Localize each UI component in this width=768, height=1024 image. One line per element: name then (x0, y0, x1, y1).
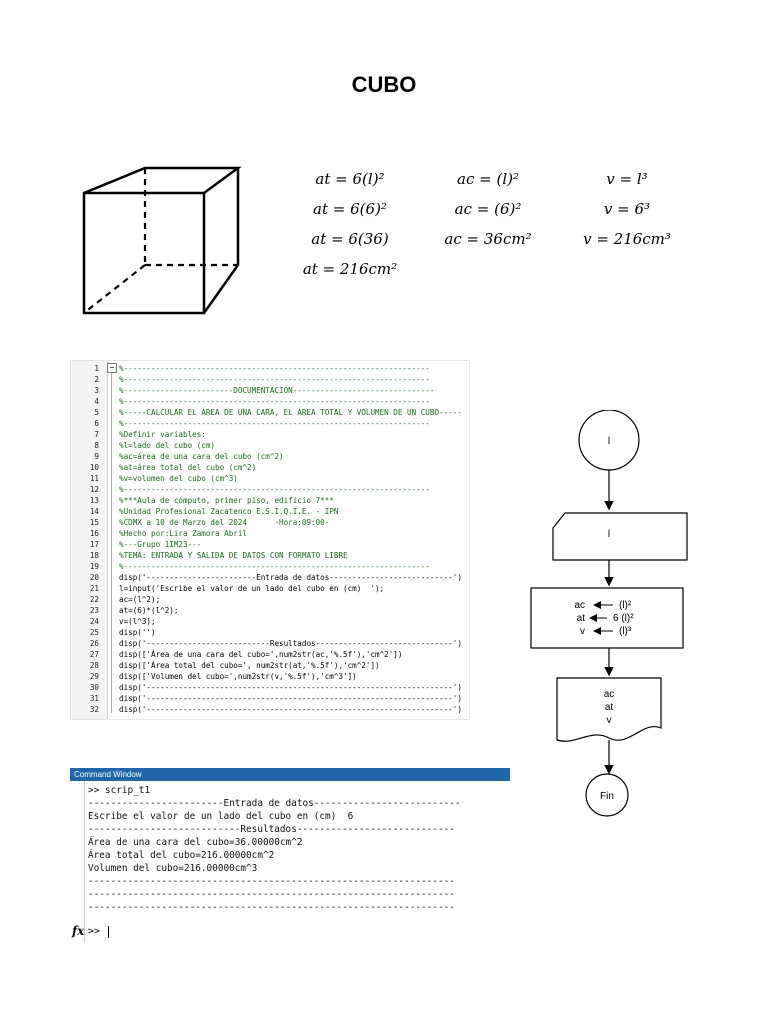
command-output-line: ------------------------Entrada de datos-------------------------- (88, 798, 461, 809)
code-line (71, 363, 469, 374)
line-number: 16 (89, 529, 99, 538)
code-text: %Hecho por:Lira Zamora Abril (119, 529, 248, 538)
code-text: %------------------------------------------------------------------- (119, 485, 430, 494)
formula-v-1: v = l³ (606, 170, 648, 188)
command-output-line: >> scrip_t1 (88, 785, 151, 796)
flow-output-label: at (604, 702, 614, 713)
code-text: disp('------------------------Entrada de datos---------------------------') (119, 573, 462, 582)
line-number: 30 (89, 683, 99, 692)
command-window (70, 768, 510, 943)
command-output-line: ---------------------------Resultados---------------------------- (88, 824, 455, 835)
code-text: %Definir variables: (119, 430, 206, 439)
command-window-title: Command Window (70, 768, 510, 781)
command-window-margin (70, 781, 85, 943)
code-line (71, 539, 469, 550)
code-line (71, 660, 469, 671)
formula-ac-1: ac = (l)² (457, 170, 519, 188)
command-output-line: Área de una cara del cubo=36.00000cm^2 (88, 837, 303, 848)
line-number: 8 (94, 441, 99, 450)
formula-v-2: v = 6³ (603, 200, 651, 218)
code-line (71, 583, 469, 594)
code-line (71, 627, 469, 638)
command-output-line: ----------------------------------------------------------------- (88, 902, 455, 913)
command-output-line: Área total del cubo=216.00000cm^2 (88, 850, 275, 861)
line-number: 17 (89, 540, 99, 549)
line-number: 14 (89, 507, 99, 516)
code-line (71, 572, 469, 583)
fold-toggle-icon[interactable]: − (107, 363, 117, 373)
code-text: ac=(l^2); (119, 595, 161, 604)
code-text: disp('') (119, 628, 156, 637)
flow-output-label: v (606, 715, 612, 726)
flow-process-expr: (l)² (619, 600, 632, 611)
formula-ac-3: ac = 36cm² (444, 230, 532, 248)
code-text: disp(['Volumen del cubo=',num2str(v,'%.5f'),'cm^3']) (119, 672, 357, 681)
code-text: %Unidad Profesional Zacatenco E.S.I.Q.I.E. - IPN (119, 507, 339, 516)
code-line (71, 440, 469, 451)
cube-top-edges (84, 168, 238, 193)
command-output-line: ----------------------------------------------------------------- (88, 876, 455, 887)
code-line (71, 693, 469, 704)
flow-output-label: ac (603, 689, 615, 700)
line-number: 21 (89, 584, 99, 593)
code-line (71, 528, 469, 539)
code-text: v=(l^3); (119, 617, 156, 626)
command-output-line: ----------------------------------------------------------------- (88, 889, 455, 900)
line-number: 25 (89, 628, 99, 637)
code-line (71, 396, 469, 407)
code-text: %------------------------------------------------------------------- (119, 364, 430, 373)
flow-process-var: ac (574, 600, 585, 611)
formula-at-3: at = 6(36) (311, 230, 389, 248)
code-text: at=(6)*(l^2); (119, 606, 179, 615)
line-number: 24 (89, 617, 99, 626)
code-line (71, 704, 469, 715)
code-text: %-----CALCULAR EL ÁREA DE UNA CARA, EL ÁREA TOTAL Y VOLUMEN DE UN CUBO----- (119, 408, 462, 417)
code-line (71, 616, 469, 627)
code-line (71, 561, 469, 572)
flow-start-label: l (607, 436, 611, 447)
code-line (71, 385, 469, 396)
code-text: disp('-------------------------------------------------------------------') (119, 694, 462, 703)
code-line (71, 418, 469, 429)
code-text: %------------------------------------------------------------------- (119, 397, 430, 406)
flowchart (525, 410, 695, 820)
line-number: 11 (89, 474, 99, 483)
line-number: 28 (89, 661, 99, 670)
line-number: 27 (89, 650, 99, 659)
code-line (71, 506, 469, 517)
formula-at-1: at = 6(l)² (315, 170, 385, 188)
formula-grid (290, 165, 690, 285)
line-number: 32 (89, 705, 99, 714)
line-number: 22 (89, 595, 99, 604)
code-line (71, 671, 469, 682)
formula-at-2: at = 6(6)² (313, 200, 387, 218)
code-line (71, 495, 469, 506)
code-line (71, 473, 469, 484)
command-prompt: >> (88, 926, 101, 937)
flow-process-var: at (576, 613, 585, 624)
code-line (71, 451, 469, 462)
fx-icon[interactable]: fx (72, 924, 85, 938)
line-number: 26 (89, 639, 99, 648)
code-line (71, 638, 469, 649)
code-text: %------------------------------------------------------------------- (119, 419, 430, 428)
code-editor (70, 360, 470, 720)
code-text: disp(['Área de una cara del cubo=',num2str(ac,'%.5f'),'cm^2']) (119, 650, 403, 659)
line-number: 6 (94, 419, 99, 428)
line-number: 15 (89, 518, 99, 527)
code-line (71, 462, 469, 473)
code-text: disp('---------------------------Resultados------------------------------') (119, 639, 462, 648)
code-line (71, 649, 469, 660)
code-text: %l=lado del cubo (cm) (119, 441, 216, 450)
code-line (71, 550, 469, 561)
line-number: 1 (94, 364, 99, 373)
line-number: 18 (89, 551, 99, 560)
code-text: %TEMA: ENTRADA Y SALIDA DE DATOS CON FORMATO LIBRE (119, 551, 348, 560)
code-text: disp(['Área total del cubo=', num2str(at,'%.5f'),'cm^2']) (119, 661, 380, 670)
text-caret[interactable] (108, 926, 109, 938)
flow-process-expr: (l)³ (619, 626, 632, 637)
line-number: 13 (89, 496, 99, 505)
code-line (71, 605, 469, 616)
code-text: %v=volumen del cubo (cm^3) (119, 474, 238, 483)
formula-at-4: at = 216cm² (302, 260, 398, 278)
cube-hidden-edge (84, 265, 145, 313)
code-line (71, 517, 469, 528)
line-number: 19 (89, 562, 99, 571)
code-text: disp('-------------------------------------------------------------------') (119, 683, 462, 692)
line-number: 2 (94, 375, 99, 384)
line-number: 4 (94, 397, 99, 406)
line-number: 9 (94, 452, 99, 461)
formula-v-3: v = 216cm³ (583, 230, 671, 248)
code-line (71, 484, 469, 495)
line-number: 12 (89, 485, 99, 494)
code-line (71, 594, 469, 605)
code-text: l=input('Escribe el valor de un lado del cubo en (cm) '); (119, 584, 385, 593)
page-title: CUBO (351, 72, 417, 97)
flow-input-node (553, 513, 687, 560)
line-number: 23 (89, 606, 99, 615)
line-number: 3 (94, 386, 99, 395)
code-text: %---Grupo 1IM23--- (119, 540, 202, 549)
cube-front-face (84, 193, 204, 313)
flow-input-label: l (607, 529, 611, 540)
flow-process-expr: 6 (l)² (613, 613, 634, 624)
code-line (71, 682, 469, 693)
code-line (71, 407, 469, 418)
line-number: 31 (89, 694, 99, 703)
code-text: %------------------------------------------------------------------- (119, 562, 430, 571)
code-line (71, 429, 469, 440)
code-text: %------------------------DOCUMENTACIÓN------------------------------- (119, 386, 435, 395)
code-text: %------------------------------------------------------------------- (119, 375, 430, 384)
line-number: 20 (89, 573, 99, 582)
command-output-line: Volumen del cubo=216.00000cm^3 (88, 863, 258, 874)
cube-drawing (80, 165, 245, 320)
line-number: 10 (89, 463, 99, 472)
code-text: %CDMX a 10 de Marzo del 2024 -Hora:09:00- (119, 518, 330, 527)
code-text: %ac=área de una cara del cubo (cm^2) (119, 452, 284, 461)
code-text: disp('-------------------------------------------------------------------') (119, 705, 462, 714)
flow-end-label: Fin (600, 791, 614, 802)
code-line (71, 374, 469, 385)
flow-process-var: v (580, 626, 585, 637)
formula-ac-2: ac = (6)² (454, 200, 522, 218)
code-text: %at=área total del cubo (cm^2) (119, 463, 257, 472)
line-number: 7 (94, 430, 99, 439)
line-number: 5 (94, 408, 99, 417)
command-output-line: Escribe el valor de un lado del cubo en (cm) 6 (88, 811, 354, 822)
code-text: %***Aula de cómputo, primer piso, edificio 7*** (119, 496, 334, 505)
line-number: 29 (89, 672, 99, 681)
